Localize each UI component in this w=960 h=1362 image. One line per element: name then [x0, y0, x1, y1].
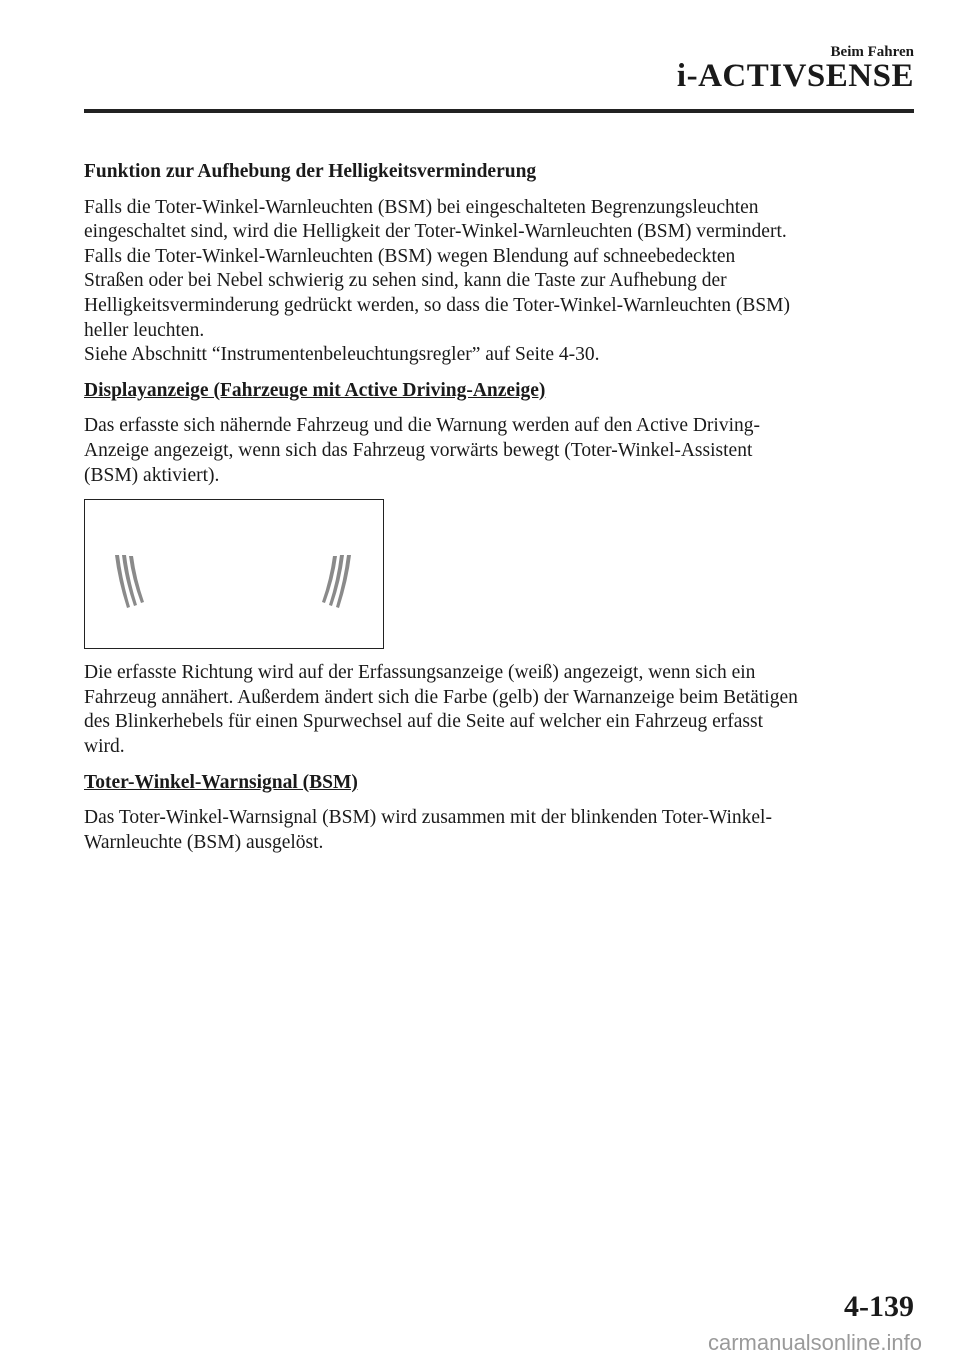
text-line: Falls die Toter-Winkel-Warnleuchten (BSM) bei eingeschalteten Begrenzungsleuchten — [84, 196, 759, 218]
paragraph-warning-signal — [84, 806, 914, 855]
text-line: des Blinkerhebels für einen Spurwechsel auf die Seite auf welcher ein Fahrzeug erfasst — [84, 711, 763, 733]
text-line: Die erfasste Richtung wird auf der Erfassungsanzeige (weiß) angezeigt, wenn sich ein — [84, 662, 756, 684]
section-label: Beim Fahren — [830, 44, 914, 60]
page-content — [84, 160, 914, 866]
watermark: carmanualsonline.info — [707, 1330, 922, 1355]
right-blind-spot-indicator-icon — [322, 555, 351, 608]
text-line: Das erfasste sich nähernde Fahrzeug und die Warnung werden auf den Active Driving- — [84, 415, 761, 437]
paragraph-dimming-cancel — [84, 196, 914, 368]
text-line: Falls die Toter-Winkel-Warnleuchten (BSM) wegen Blendung auf schneebedeckten — [84, 245, 736, 267]
text-line: Siehe Abschnitt “Instrumentenbeleuchtungsregler” auf Seite 4-30. — [84, 344, 600, 366]
text-line: Das Toter-Winkel-Warnsignal (BSM) wird zusammen mit der blinkenden Toter-Winkel- — [84, 807, 772, 829]
text-line: Helligkeitsverminderung gedrückt werden, so dass die Toter-Winkel-Warnleuchten (BSM) — [84, 294, 790, 316]
text-line: Warnleuchte (BSM) ausgelöst. — [84, 831, 324, 853]
heading-warning-signal: Toter-Winkel-Warnsignal (BSM) — [84, 771, 358, 793]
subheading-dimming-cancel: Funktion zur Aufhebung der Helligkeitsverminderung — [84, 161, 537, 182]
text-line: Straßen oder bei Nebel schwierig zu sehen sind, kann die Taste zur Aufhebung der — [84, 270, 727, 292]
blind-spot-indicators-figure — [85, 500, 385, 650]
header-divider — [84, 109, 914, 113]
text-line: Fahrzeug annähert. Außerdem ändert sich die Farbe (gelb) der Warnanzeige beim Betätigen — [84, 686, 798, 708]
text-line: (BSM) aktiviert). — [84, 464, 220, 486]
page-number: 4-139 — [844, 1290, 914, 1323]
paragraph-direction — [84, 661, 914, 759]
text-line: wird. — [84, 735, 125, 757]
heading-display: Displayanzeige (Fahrzeuge mit Active Driving-Anzeige) — [84, 379, 546, 401]
left-blind-spot-indicator-icon — [115, 555, 144, 608]
paragraph-display — [84, 414, 914, 488]
display-illustration — [84, 499, 384, 649]
text-line: Anzeige angezeigt, wenn sich das Fahrzeug vorwärts bewegt (Toter-Winkel-Assistent — [84, 439, 753, 461]
chapter-title: i-ACTIVSENSE — [676, 58, 914, 94]
text-line: eingeschaltet sind, wird die Helligkeit der Toter-Winkel-Warnleuchten (BSM) vermindert. — [84, 221, 787, 243]
text-line: heller leuchten. — [84, 319, 205, 341]
